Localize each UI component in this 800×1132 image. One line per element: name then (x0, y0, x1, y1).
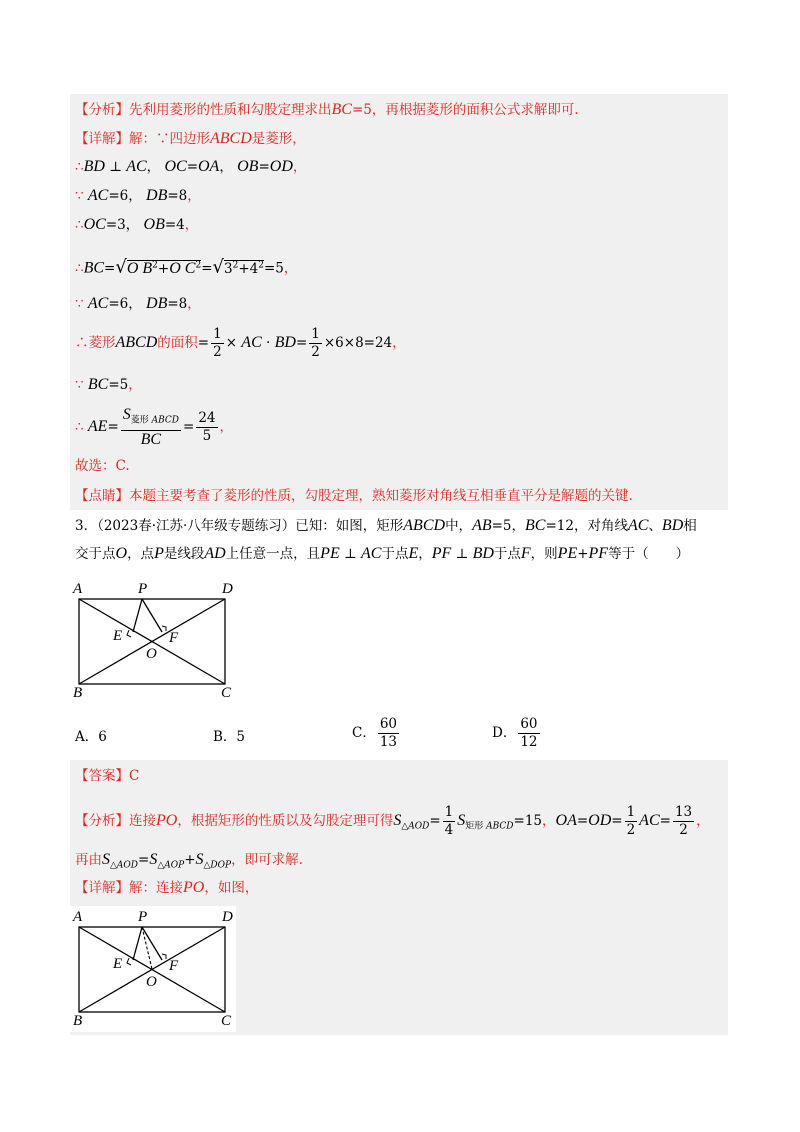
option-a[interactable]: A．6 (75, 729, 107, 745)
label-B-2: B (73, 1013, 83, 1029)
figure-2 (70, 906, 240, 1032)
answer-value: C (129, 768, 140, 784)
detail-tag: 【详解】 (75, 131, 129, 147)
label-E-2: E (113, 956, 123, 972)
label-O: O (146, 646, 157, 662)
detail-tag-2: 【详解】 (75, 880, 129, 896)
analysis-line-3: 再由$S_{\triangle AOD}=S_{\triangle AOP}+S_{\triangle DOP}$，即可求解. (75, 851, 303, 871)
label-F-2: F (169, 958, 179, 974)
option-d[interactable]: D． $\frac{60}{12}$ (492, 716, 538, 750)
label-E: E (113, 628, 123, 644)
comment-text: 本题主要考查了菱形的性质，勾股定理，熟知菱形对角线互相垂直平分是解题的关键. (129, 488, 633, 504)
answer-tag: 【答案】 (75, 768, 129, 784)
step-line-1: ∴BD ⊥ AC， OC=OA， OB=OD， (75, 158, 307, 175)
choose-line: 故选：C. (75, 458, 130, 474)
step-line-7: ∵ BC=5， (75, 376, 142, 393)
analysis-line: 【分析】先利用菱形的性质和勾股定理求出BC=5，再根据菱形的面积公式求解即可. (75, 101, 579, 118)
step-line-3: ∴OC=3， OB=4， (75, 216, 199, 233)
analysis-tag-2: 【分析】 (75, 813, 129, 829)
label-C: C (221, 685, 232, 700)
step-line-6: ∴菱形ABCD的面积= $\frac{1}{2}$ × AC · BD= $\frac{1}{2}$ ×6×8=24， (75, 326, 406, 360)
detail-line-2: 【详解】解：连接PO，如图， (75, 879, 259, 896)
question-line-1: 3．（2023春·江苏·八年级专题练习）已知：如图，矩形ABCD中，AB=5，BC=12，对角线AC、BD相 (75, 517, 697, 534)
option-b[interactable]: B．5 (213, 729, 246, 745)
label-A: A (73, 581, 83, 597)
step-line-2: ∵ AC=6， DB=8， (75, 187, 201, 204)
option-c[interactable]: C． $\frac{60}{13}$ (352, 716, 398, 750)
label-D-2: D (222, 909, 233, 925)
step-line-5: ∵ AC=6， DB=8， (75, 295, 201, 312)
answer-line (75, 767, 139, 785)
comment-line (75, 487, 633, 505)
label-F: F (169, 630, 179, 646)
comment-tag: 【点睛】 (75, 488, 129, 504)
step-line-4: ∴BC=√O $B^2+O$ $C^2=√3^2+4^2=5$， (75, 256, 298, 278)
analysis-line-2: 【分析】连接PO，根据矩形的性质以及勾股定理可得$S_{\triangle AOD}=$ $\frac{1}{4}$ $S_{矩形 ABCD}=15$，OA=OD= $\frac{1}{2}$ AC= $\frac{13}{2}$ ， (75, 804, 710, 838)
analysis-tag: 【分析】 (75, 102, 129, 118)
label-O-2: O (146, 974, 157, 990)
step-line-8: ∴ AE= $\frac{S_{菱形 ABCD}}{BC}$ = $\frac{24}{5}$ ， (75, 406, 234, 448)
question-line-2: 交于点O，点P是线段AD上任意一点，且PE ⊥ AC于点E，PF ⊥ BD于点F，则PE+PF等于（ ） (75, 545, 690, 562)
figure-1 (70, 578, 240, 700)
detail-line: 【详解】解：∵四边形ABCD是菱形， (75, 130, 306, 147)
label-C-2: C (221, 1013, 232, 1029)
label-A-2: A (73, 909, 83, 925)
label-P-2: P (138, 909, 148, 925)
label-D: D (222, 581, 233, 597)
label-P: P (138, 581, 148, 597)
label-B: B (73, 685, 83, 700)
